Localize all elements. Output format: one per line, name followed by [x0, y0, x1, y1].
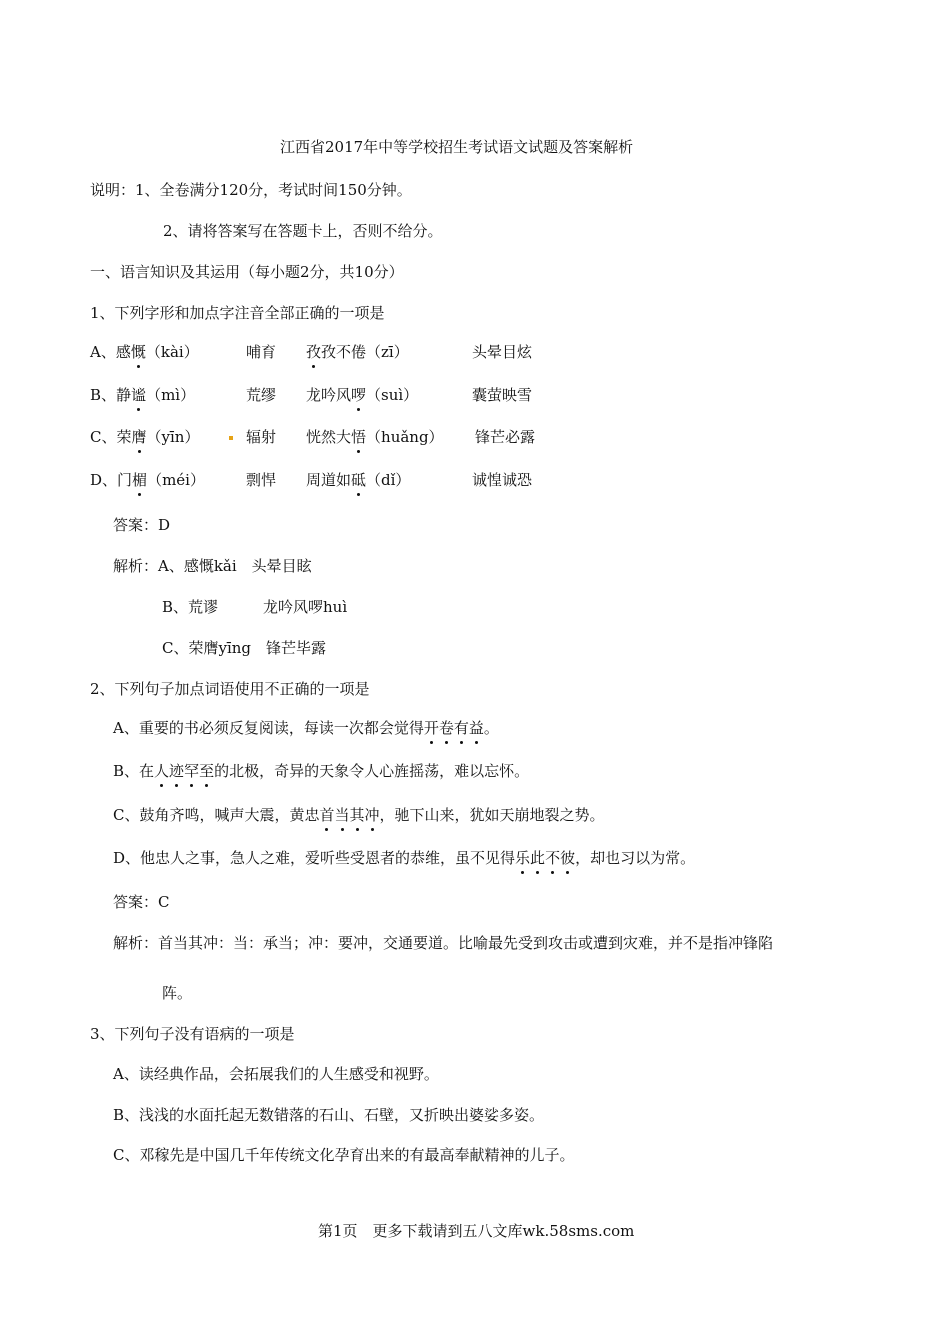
dotted-char: 楣	[132, 471, 148, 489]
q3-option-b: B、浅浅的水面托起无数错落的石山、石壁，又折映出婆娑多姿。	[113, 1106, 545, 1124]
dotted-char: 孜	[306, 343, 322, 361]
q1-stem: 1、下列字形和加点字注音全部正确的一项是	[90, 304, 385, 322]
section-heading: 一、语言知识及其运用（每小题2分，共10分）	[90, 263, 404, 281]
q2-answer: 答案：C	[113, 893, 170, 911]
page-footer: 第1页 更多下载请到五八文库wk.58sms.com	[318, 1222, 635, 1240]
page-title: 江西省2017年中等学校招生考试语文试题及答案解析	[280, 138, 634, 156]
q1-analysis-1: 解析：A、感慨kǎi 头晕目眩	[113, 557, 312, 575]
q2-analysis-2: 阵。	[162, 984, 193, 1002]
dotted-char: 悟	[351, 428, 367, 446]
q1-analysis-2: B、荒谬 龙吟风啰huì	[162, 598, 348, 616]
note-2: 2、请将答案写在答题卡上，否则不给分。	[163, 222, 443, 240]
q3-stem: 3、下列句子没有语病的一项是	[90, 1025, 295, 1043]
q2-analysis-1: 解析：首当其冲：当：承当；冲：要冲，交通要道。比喻最先受到攻击或遭到灾难，并不是指冲锋陷	[113, 934, 774, 952]
q2-option-b: B、在人迹罕至的北极，奇异的天象令人心旌摇荡，难以忘怀。	[113, 762, 530, 780]
dotted-char: 慨	[130, 343, 146, 361]
q2-option-a: A、重要的书必须反复阅读，每读一次都会觉得开卷有益。	[113, 719, 499, 737]
note-1: 说明：1、全卷满分120分，考试时间150分钟。	[90, 181, 412, 199]
dotted-char: 膺	[131, 428, 147, 446]
q3-option-c: C、邓稼先是中国几千年传统文化孕育出来的有最高奉献精神的儿子。	[113, 1146, 575, 1164]
q2-stem: 2、下列句子加点词语使用不正确的一项是	[90, 680, 370, 698]
highlight-marker	[229, 436, 233, 440]
dotted-char: 砥	[351, 471, 367, 489]
q2-option-d: D、他忠人之事，急人之难，爱听些受恩者的恭维，虽不见得乐此不彼，却也习以为常。	[113, 849, 696, 867]
q2-option-c: C、鼓角齐鸣，喊声大震，黄忠首当其冲，驰下山来，犹如天崩地裂之势。	[113, 806, 605, 824]
q1-analysis-3: C、荣膺yīng 锋芒毕露	[162, 639, 327, 657]
q1-answer: 答案：D	[113, 516, 171, 534]
dotted-char: 谧	[131, 386, 147, 404]
dotted-char: 啰	[351, 386, 367, 404]
q3-option-a: A、读经典作品，会拓展我们的人生感受和视野。	[113, 1065, 439, 1083]
